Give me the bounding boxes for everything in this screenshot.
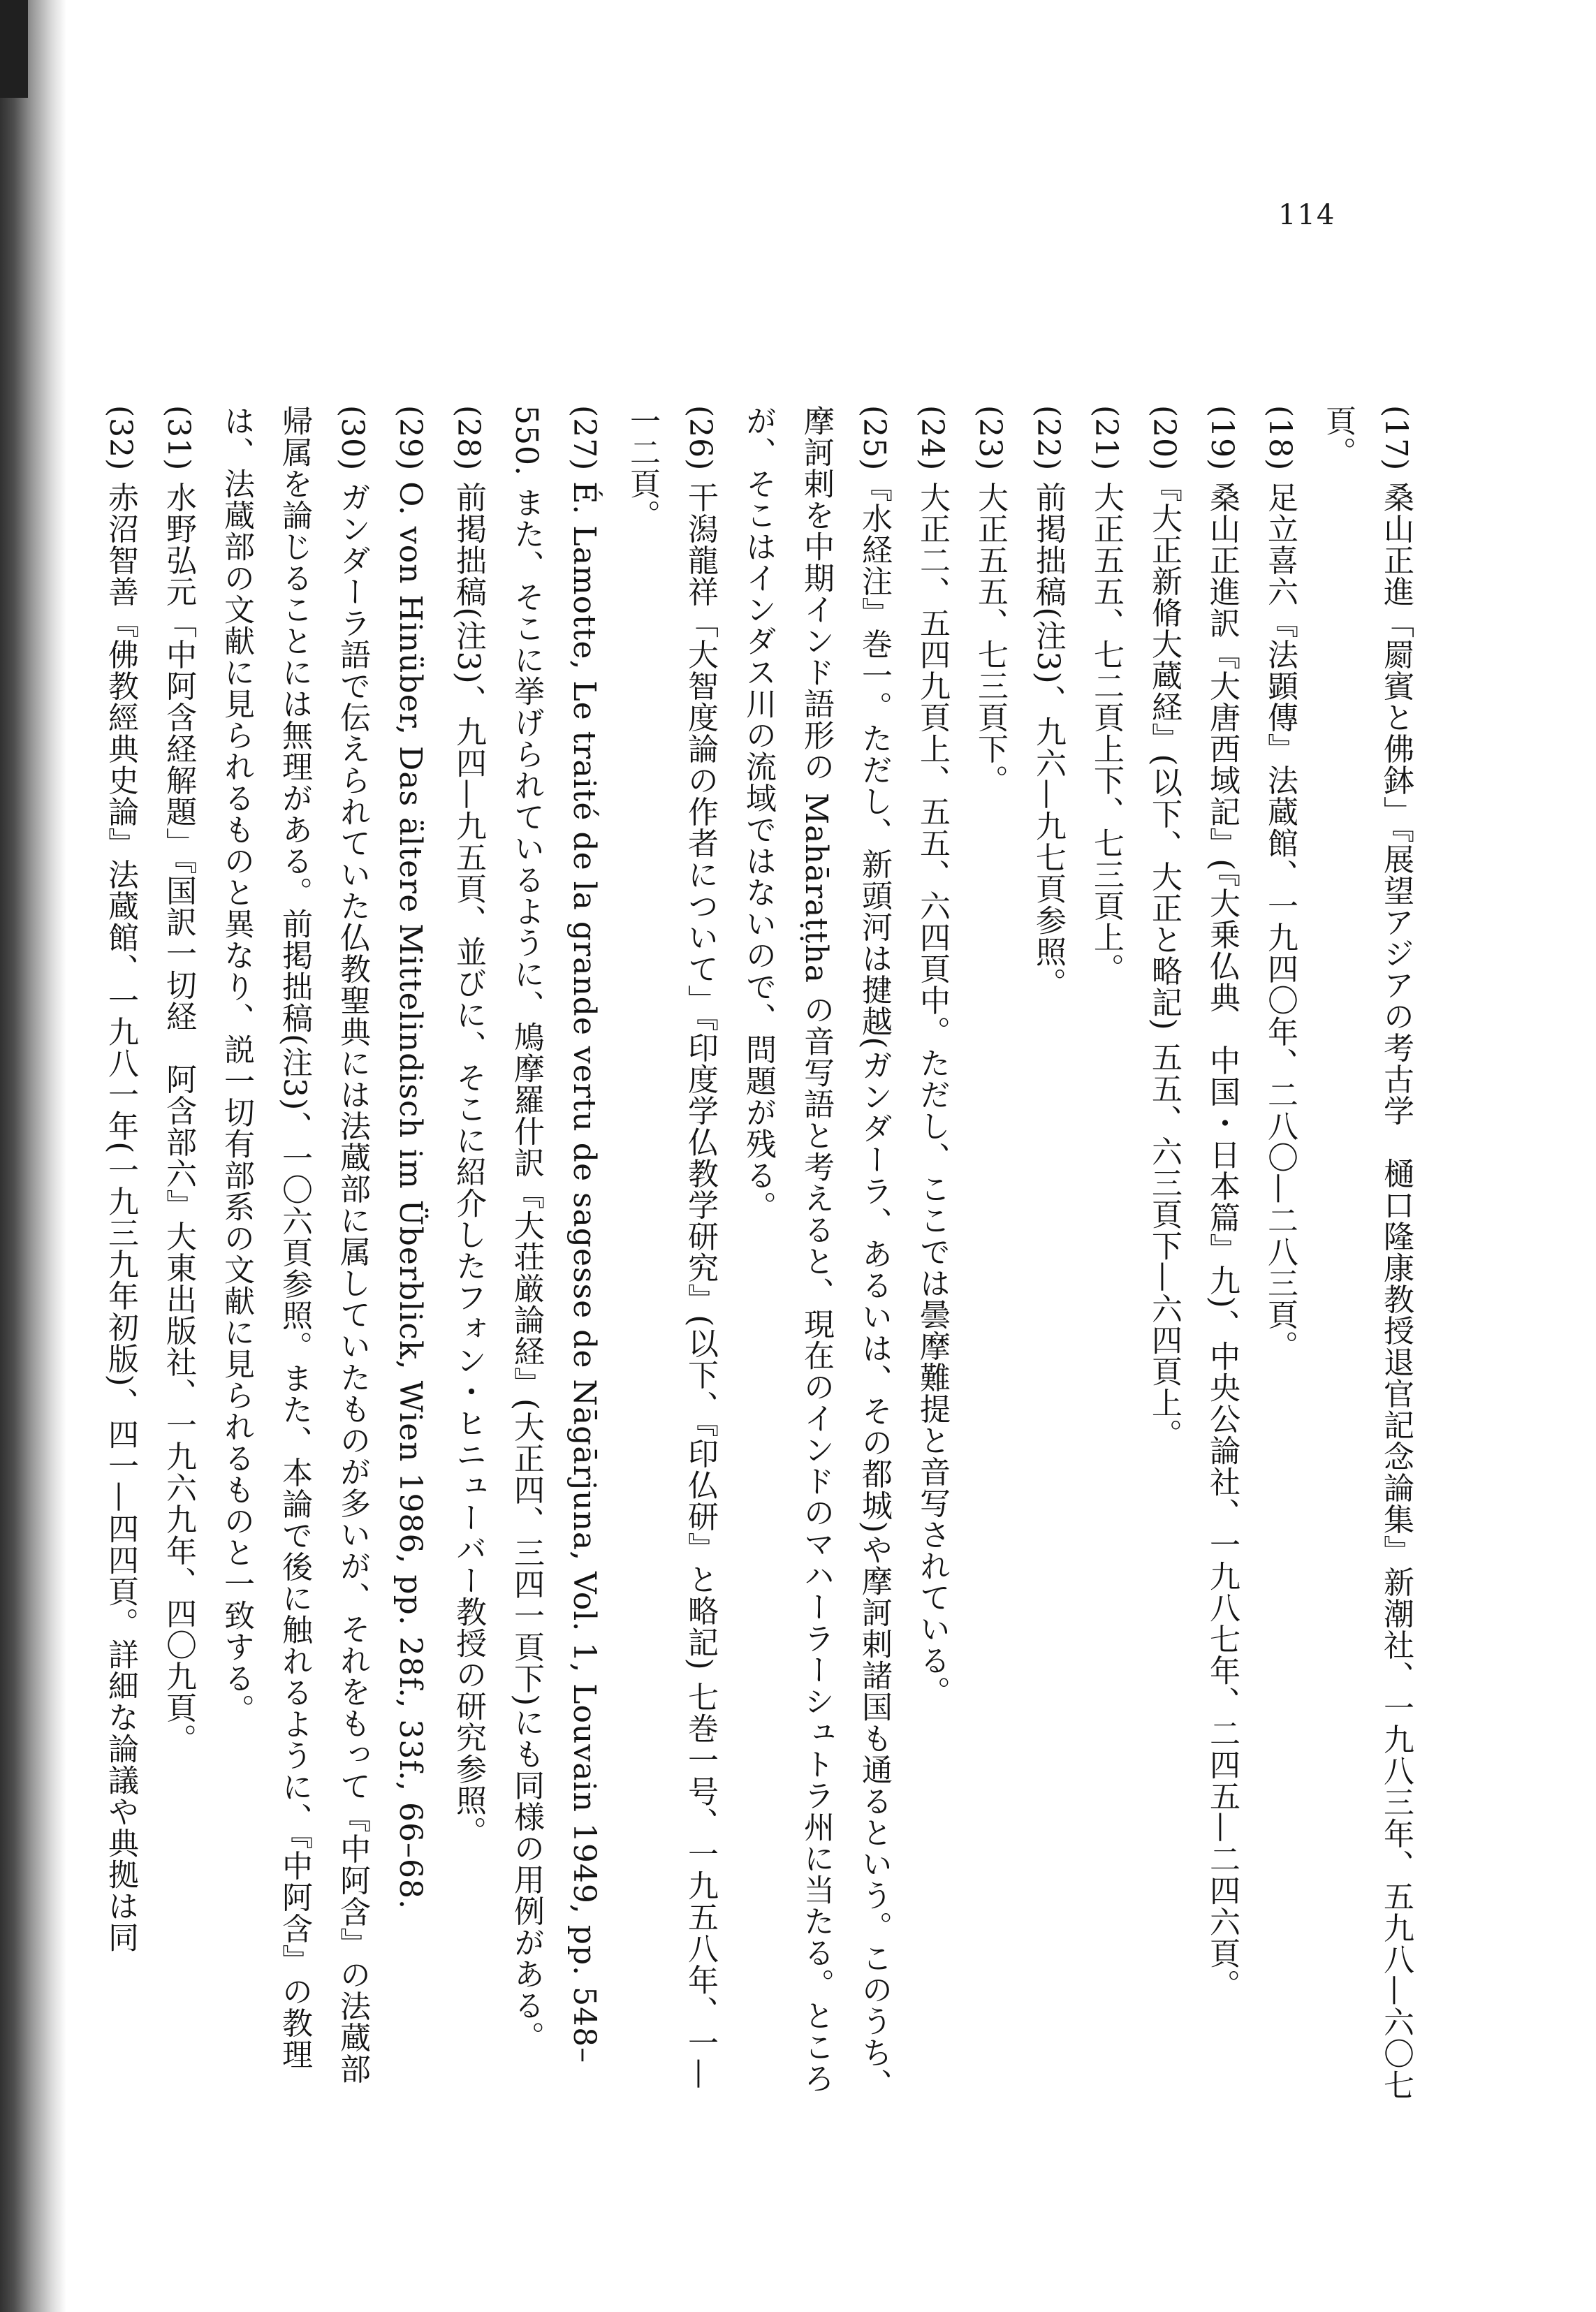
- footnote-28: (28) 前掲拙稿(注3)、九四—九五頁、並びに、そこに紹介したフォン・ヒニューバー教授の研究参照。: [451, 405, 486, 1848]
- footnotes-block: [84, 405, 1425, 2109]
- scan-corner-shadow: [0, 0, 28, 98]
- footnote-26: (26) 干潟龍祥「大智度論の作者について」『印度学仏教学研究』(以下、『印仏研』と略記) 七巻一号、一九五八年、一—一二頁。: [624, 405, 718, 2090]
- footnote-25: (25)『水経注』巻一。ただし、新頭河は揵越(ガンダーラ、あるいは、その都城)や摩訶剌諸国も通るという。このうち、摩訶剌を中期インド語形の Mahāraṭṭha の音写語と考えると、現在のインドのマハーラーシュトラ州に当たる。ところが、そこはインダス川の流域ではないので、問題が残る。: [740, 405, 892, 2100]
- footnote-18: (18) 足立喜六『法顕傳』法蔵館、一九四〇年、二八〇—二八三頁。: [1262, 405, 1298, 1362]
- footnote-31: (31) 水野弘元「中阿含経解題」『国訳一切経 阿含部六』大東出版社、一九六九年、四〇九頁。: [161, 405, 196, 1755]
- footnote-22: (22) 前掲拙稿(注3)、九六—九七頁参照。: [1030, 405, 1066, 999]
- footnote-32: (32) 赤沼智善『佛教經典史論』法蔵館、一九八一年(一九三九年初版)、四一—四四頁。詳細な論議や典拠は同: [103, 405, 138, 1953]
- footnote-23: (23) 大正五五、七三頁下。: [972, 405, 1008, 796]
- footnote-21: (21) 大正五五、七二頁上下、七三頁上。: [1088, 405, 1124, 985]
- footnote-29: (29) O. von Hinüber, Das ältere Mittelindisch im Überblick, Wien 1986, pp. 28f., 33f., 66–68.: [393, 405, 428, 1910]
- footnote-20: (20)『大正新脩大蔵経』(以下、大正と略記) 五五、六三頁下—六四頁上。: [1146, 405, 1182, 1450]
- footnote-19: (19) 桑山正進訳『大唐西域記』(『大乗仏典 中国・日本篇』九)、中央公論社、一九八七年、二四五—二四六頁。: [1204, 405, 1240, 2000]
- scan-shadow-edge: [0, 0, 66, 2312]
- footnote-17: (17) 桑山正進「罽賓と佛鉢」『展望アジアの考古学 樋口隆康教授退官記念論集』新潮社、一九八三年、五九八—六〇七頁。: [1320, 405, 1414, 2101]
- footnote-30: (30) ガンダーラ語で伝えられていた仏教聖典には法蔵部に属していたものが多いが、それをもって『中阿含』の法蔵部帰属を論じることには無理がある。前掲拙稿(注3)、一〇六頁参照。また、本論で後に触れるように、『中阿含』の教理は、法蔵部の文献に見られるものと異なり、説一切有部系の文献に見られるものと一致する。: [219, 405, 370, 2085]
- footnote-24: (24) 大正二、五四九頁上、五五、六四頁中。ただし、ここでは曇摩難提と音写されている。: [914, 405, 950, 1708]
- page-number: 114: [1278, 199, 1336, 231]
- footnote-27: (27) É. Lamotte, Le traité de la grande vertu de sagesse de Nāgārjuna, Vol. 1, Louvain 1949, pp. 548–550. また、そこに挙げられているように、鳩摩羅什訳『大荘厳論経』(大正四、三四一頁下)にも同様の用例がある。: [508, 405, 602, 2064]
